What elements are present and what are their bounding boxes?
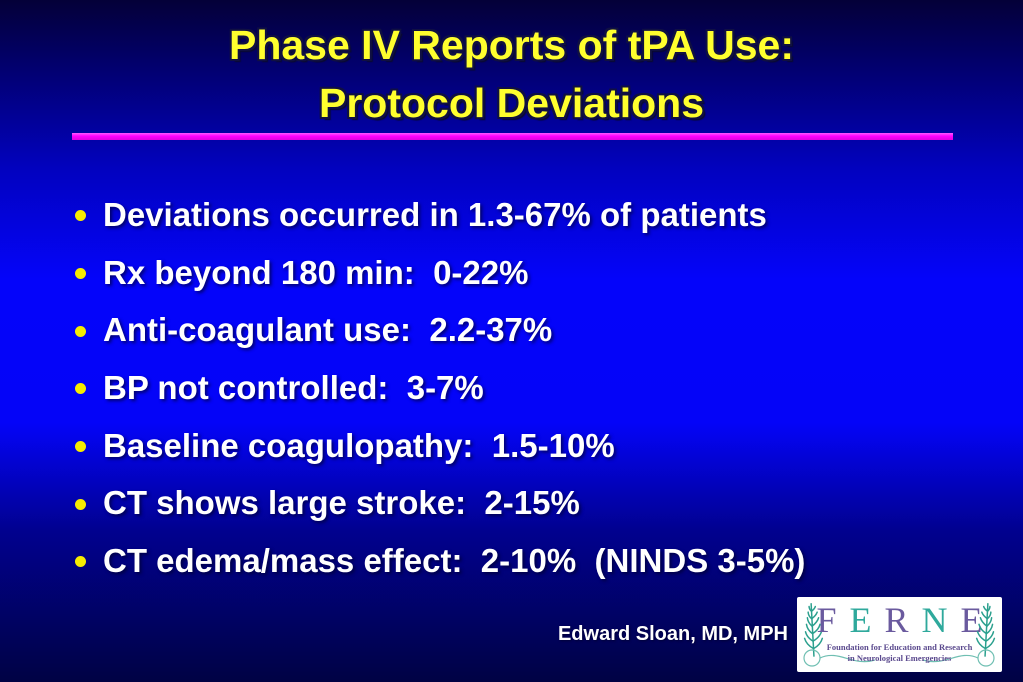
bullet-dot-icon [75,326,86,337]
bullet-text: CT shows large stroke: 2-15% [103,484,580,522]
slide-title-line1: Phase IV Reports of tPA Use: [228,22,794,68]
ferne-letter: R [884,600,909,640]
ferne-letter: E [960,600,983,640]
slide-title [0,16,1023,132]
bullet-dot-icon [75,383,86,394]
ferne-logo [797,597,1002,672]
ferne-letter: E [849,600,872,640]
bullet-dot-icon [75,441,86,452]
ferne-letter: N [921,600,948,640]
title-underline-rule [72,133,953,140]
list-item [75,474,1008,532]
list-item [75,417,1008,475]
list-item [75,186,1008,244]
list-item [75,359,1008,417]
bullet-text: Baseline coagulopathy: 1.5-10% [103,426,615,464]
bullet-dot-icon [75,210,86,221]
bullet-text: Deviations occurred in 1.3-67% of patients [103,195,767,233]
bullet-dot-icon [75,499,86,510]
ferne-wordmark [816,597,983,643]
bullet-text: Rx beyond 180 min: 0-22% [103,253,529,291]
ferne-subtitle-line2: in Neurological Emergencies [847,652,952,663]
ferne-subtitle-line1: Foundation for Education and Research [826,642,973,652]
bullet-dot-icon [75,556,86,567]
bullet-text: CT edema/mass effect: 2-10% (NINDS 3-5%) [103,541,806,579]
author-credit: Edward Sloan, MD, MPH [557,623,788,645]
list-item [75,301,1008,359]
bullet-list [75,186,1008,590]
ferne-letter: F [816,600,837,640]
bullet-dot-icon [75,268,86,279]
slide-title-line2: Protocol Deviations [318,80,704,126]
bullet-text: BP not controlled: 3-7% [103,368,484,406]
list-item [75,532,1008,590]
list-item [75,244,1008,302]
ferne-subtitle [817,642,982,663]
bullet-text: Anti-coagulant use: 2.2-37% [103,311,553,349]
